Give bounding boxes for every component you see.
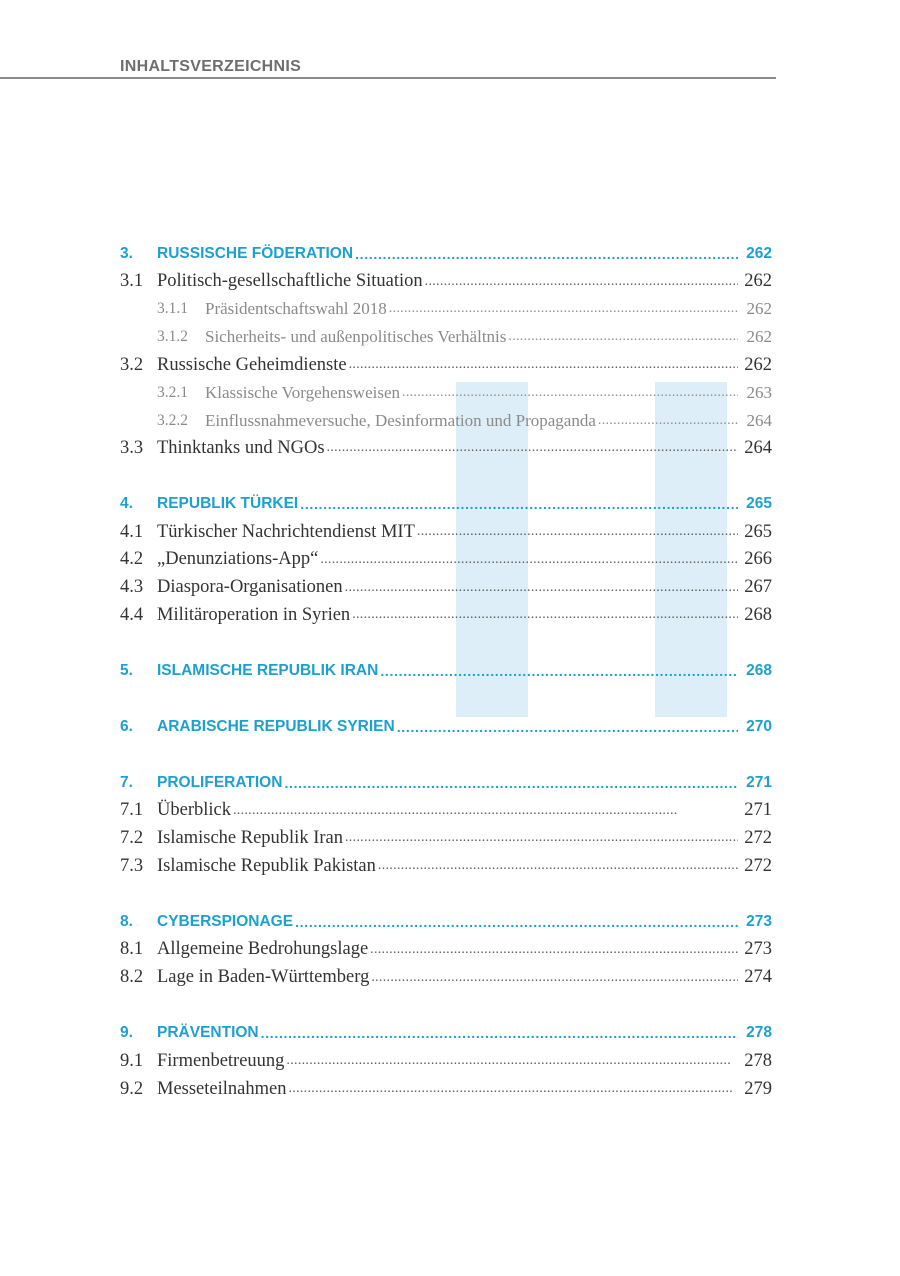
toc-entry-page: 262	[746, 327, 772, 347]
toc-entry-page: 273	[744, 939, 772, 960]
toc-entry-page: 279	[744, 1078, 772, 1099]
toc-entry-chapter[interactable]	[120, 240, 772, 268]
toc-entry-page: 273	[746, 913, 772, 931]
toc-entry-number: 8.2	[120, 967, 144, 988]
toc-entry-title: PROLIFERATION	[157, 773, 283, 791]
toc-entry-title: REPUBLIK TÜRKEI	[157, 495, 299, 513]
toc-entry-number: 5.	[120, 662, 133, 680]
toc-entry-title: Klassische Vorgehensweisen	[205, 382, 401, 402]
toc-entry-number: 4.2	[120, 549, 144, 570]
dot-leader	[598, 411, 738, 431]
toc-entry-section[interactable]	[120, 602, 772, 630]
toc-entry-title: Diaspora-Organisationen	[157, 577, 343, 598]
toc-entry-page: 264	[746, 410, 772, 430]
toc-entry-chapter[interactable]	[120, 657, 772, 685]
toc-entry-subsection[interactable]	[120, 379, 772, 407]
toc-entry-title: Thinktanks und NGOs	[157, 437, 325, 458]
toc-entry-section[interactable]	[120, 1047, 772, 1075]
table-of-contents	[120, 240, 772, 1103]
toc-entry-page: 265	[744, 521, 772, 542]
dot-leader	[286, 1051, 738, 1071]
dot-leader	[417, 522, 738, 542]
toc-entry-number: 3.2.1	[157, 383, 188, 401]
toc-entry-title: CYBERSPIONAGE	[157, 913, 294, 931]
dot-leader	[233, 801, 738, 821]
toc-entry-section[interactable]	[120, 964, 772, 992]
toc-entry-section[interactable]	[120, 435, 772, 463]
toc-entry-number: 7.	[120, 773, 133, 791]
toc-gap	[120, 462, 772, 490]
toc-entry-chapter[interactable]	[120, 1020, 772, 1048]
toc-entry-section[interactable]	[120, 546, 772, 574]
toc-entry-page: 268	[746, 662, 772, 680]
toc-entry-number: 8.1	[120, 939, 144, 960]
toc-entry-section[interactable]	[120, 852, 772, 880]
toc-entry-title: „Denunziations-App“	[157, 549, 319, 570]
toc-entry-number: 3.2.2	[157, 411, 188, 429]
toc-gap	[120, 741, 772, 769]
toc-entry-page: 271	[746, 773, 772, 791]
toc-entry-page: 268	[744, 604, 772, 625]
toc-entry-page: 262	[744, 354, 772, 375]
toc-entry-title: Firmenbetreuung	[157, 1050, 285, 1071]
dot-leader	[371, 968, 738, 988]
toc-entry-title: Politisch-gesellschaftliche Situation	[157, 271, 423, 292]
toc-entry-number: 3.3	[120, 437, 144, 458]
toc-entry-page: 266	[744, 549, 772, 570]
toc-entry-page: 278	[746, 1024, 772, 1042]
dot-leader	[352, 605, 738, 625]
toc-gap	[120, 685, 772, 713]
toc-entry-title: PRÄVENTION	[157, 1024, 259, 1042]
toc-entry-title: Überblick	[157, 800, 231, 821]
toc-entry-page: 263	[746, 382, 772, 402]
running-header: INHALTSVERZEICHNIS	[120, 58, 302, 75]
toc-entry-chapter[interactable]	[120, 713, 772, 741]
toc-gap	[120, 992, 772, 1020]
toc-entry-number: 3.1.1	[157, 300, 188, 318]
toc-entry-title: Einflussnahmeversuche, Desinformation und Propaganda	[205, 410, 596, 430]
toc-entry-chapter[interactable]	[120, 490, 772, 518]
dot-leader	[288, 1079, 738, 1099]
dot-leader	[370, 940, 738, 960]
toc-entry-page: 271	[744, 800, 772, 821]
toc-entry-title: ARABISCHE REPUBLIK SYRIEN	[157, 718, 395, 736]
toc-entry-page: 265	[746, 495, 772, 513]
toc-entry-title: Präsidentschaftswahl 2018	[205, 299, 387, 319]
toc-entry-number: 9.	[120, 1024, 133, 1042]
toc-entry-title: Militäroperation in Syrien	[157, 604, 351, 625]
toc-entry-page: 274	[744, 967, 772, 988]
toc-entry-number: 7.2	[120, 827, 144, 848]
toc-entry-subsection[interactable]	[120, 296, 772, 324]
toc-entry-page: 272	[744, 855, 772, 876]
toc-entry-subsection[interactable]	[120, 407, 772, 435]
toc-entry-section[interactable]	[120, 1075, 772, 1103]
dot-leader	[508, 327, 738, 347]
toc-entry-number: 8.	[120, 913, 133, 931]
dot-leader	[345, 578, 738, 598]
dot-leader	[261, 1023, 738, 1043]
dot-leader	[295, 912, 738, 932]
dot-leader	[380, 661, 738, 681]
toc-entry-title: Russische Geheimdienste	[157, 354, 347, 375]
toc-entry-page: 267	[744, 577, 772, 598]
header-rule	[0, 77, 776, 79]
dot-leader	[402, 383, 738, 403]
toc-entry-section[interactable]	[120, 351, 772, 379]
dot-leader	[389, 299, 738, 319]
toc-entry-title: RUSSISCHE FÖDERATION	[157, 244, 354, 262]
toc-entry-number: 3.1.2	[157, 328, 188, 346]
toc-entry-page: 272	[744, 827, 772, 848]
toc-entry-section[interactable]	[120, 574, 772, 602]
toc-entry-section[interactable]	[120, 518, 772, 546]
dot-leader	[378, 856, 738, 876]
toc-entry-title: Sicherheits- und außenpolitisches Verhältnis	[205, 327, 507, 347]
toc-entry-section[interactable]	[120, 268, 772, 296]
dot-leader	[425, 272, 738, 292]
toc-entry-subsection[interactable]	[120, 323, 772, 351]
toc-entry-number: 6.	[120, 718, 133, 736]
toc-entry-page: 278	[744, 1050, 772, 1071]
toc-entry-number: 3.1	[120, 271, 144, 292]
toc-entry-title: Islamische Republik Iran	[157, 827, 343, 848]
dot-leader	[349, 355, 738, 375]
toc-entry-chapter[interactable]	[120, 769, 772, 797]
toc-entry-number: 7.1	[120, 800, 144, 821]
toc-entry-number: 4.1	[120, 521, 144, 542]
toc-entry-number: 7.3	[120, 855, 144, 876]
toc-entry-title: Türkischer Nachrichtendienst MIT	[157, 521, 415, 542]
toc-entry-chapter[interactable]	[120, 908, 772, 936]
toc-entry-number: 4.4	[120, 604, 144, 625]
toc-entry-title: Messeteilnahmen	[157, 1078, 287, 1099]
dot-leader	[355, 244, 738, 264]
toc-entry-number: 3.	[120, 244, 133, 262]
toc-entry-title: ISLAMISCHE REPUBLIK IRAN	[157, 662, 379, 680]
toc-gap	[120, 880, 772, 908]
toc-entry-title: Islamische Republik Pakistan	[157, 855, 376, 876]
dot-leader	[397, 717, 738, 737]
dot-leader	[345, 828, 738, 848]
toc-entry-page: 262	[746, 299, 772, 319]
toc-entry-page: 264	[744, 437, 772, 458]
toc-entry-number: 4.3	[120, 577, 144, 598]
toc-entry-page: 270	[746, 718, 772, 736]
toc-entry-number: 3.2	[120, 354, 144, 375]
toc-entry-number: 4.	[120, 495, 133, 513]
dot-leader	[300, 494, 738, 514]
toc-entry-page: 262	[744, 271, 772, 292]
toc-entry-title: Allgemeine Bedrohungslage	[157, 939, 369, 960]
dot-leader	[284, 773, 738, 793]
toc-entry-section[interactable]	[120, 936, 772, 964]
dot-leader	[327, 438, 738, 458]
toc-entry-page: 262	[746, 244, 772, 262]
toc-entry-number: 9.2	[120, 1078, 144, 1099]
toc-entry-section[interactable]	[120, 797, 772, 825]
toc-entry-number: 9.1	[120, 1050, 144, 1071]
toc-gap	[120, 629, 772, 657]
dot-leader	[320, 550, 738, 570]
toc-entry-title: Lage in Baden-Württemberg	[157, 967, 370, 988]
toc-entry-section[interactable]	[120, 825, 772, 853]
